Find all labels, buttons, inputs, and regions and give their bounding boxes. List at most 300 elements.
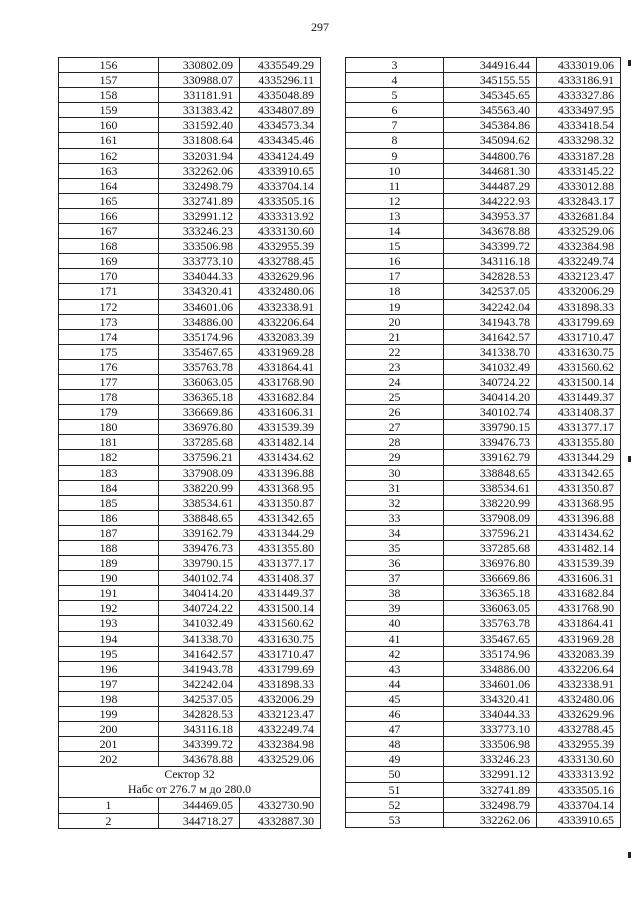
table-row	[59, 73, 321, 88]
x-coordinate-cell: 340102.74	[444, 405, 537, 420]
y-coordinate-cell: 4333012.88	[537, 178, 621, 193]
table-row	[346, 118, 621, 133]
x-coordinate-cell: 332262.06	[159, 163, 240, 178]
table-row	[346, 480, 621, 495]
point-number-cell: 31	[346, 480, 444, 495]
x-coordinate-cell: 336365.18	[444, 586, 537, 601]
x-coordinate-cell: 335174.96	[159, 329, 240, 344]
y-coordinate-cell: 4331682.84	[537, 586, 621, 601]
point-number-cell: 21	[346, 329, 444, 344]
table-row	[346, 374, 621, 389]
y-coordinate-cell: 4331408.37	[537, 405, 621, 420]
x-coordinate-cell: 343116.18	[444, 254, 537, 269]
x-coordinate-cell: 337908.09	[159, 465, 240, 480]
table-row	[59, 254, 321, 269]
y-coordinate-cell: 4333327.86	[537, 88, 621, 103]
table-row	[59, 405, 321, 420]
table-row	[346, 782, 621, 797]
table-row	[346, 103, 621, 118]
table-row	[59, 450, 321, 465]
table-row	[346, 767, 621, 782]
table-row	[59, 314, 321, 329]
point-number-cell: 16	[346, 254, 444, 269]
y-coordinate-cell: 4332843.17	[537, 193, 621, 208]
y-coordinate-cell: 4333130.60	[537, 752, 621, 767]
table-row	[59, 722, 321, 737]
y-coordinate-cell: 4331500.14	[537, 374, 621, 389]
y-coordinate-cell: 4331408.37	[240, 571, 321, 586]
table-row	[346, 193, 621, 208]
x-coordinate-cell: 331383.42	[159, 103, 240, 118]
point-number-cell: 175	[59, 344, 159, 359]
table-row	[59, 586, 321, 601]
point-number-cell: 167	[59, 224, 159, 239]
point-number-cell: 189	[59, 556, 159, 571]
y-coordinate-cell: 4331355.80	[240, 541, 321, 556]
y-coordinate-cell: 4332955.39	[537, 737, 621, 752]
table-row	[59, 420, 321, 435]
table-row	[346, 797, 621, 812]
table-row	[346, 58, 621, 73]
x-coordinate-cell: 344469.05	[159, 798, 240, 813]
point-number-cell: 169	[59, 254, 159, 269]
y-coordinate-cell: 4335296.11	[240, 73, 321, 88]
y-coordinate-cell: 4332206.64	[240, 314, 321, 329]
table-row	[59, 299, 321, 314]
x-coordinate-cell: 332031.94	[159, 148, 240, 163]
point-number-cell: 168	[59, 239, 159, 254]
point-number-cell: 174	[59, 329, 159, 344]
point-number-cell: 29	[346, 450, 444, 465]
point-number-cell: 40	[346, 616, 444, 631]
x-coordinate-cell: 338848.65	[159, 510, 240, 525]
x-coordinate-cell: 332741.89	[444, 782, 537, 797]
y-coordinate-cell: 4332529.06	[240, 752, 321, 767]
x-coordinate-cell: 344800.76	[444, 148, 537, 163]
point-number-cell: 4	[346, 73, 444, 88]
x-coordinate-cell: 334320.41	[159, 284, 240, 299]
table-row	[59, 631, 321, 646]
table-row	[346, 254, 621, 269]
table-row	[59, 480, 321, 495]
x-coordinate-cell: 330988.07	[159, 73, 240, 88]
point-number-cell: 7	[346, 118, 444, 133]
x-coordinate-cell: 340102.74	[159, 571, 240, 586]
table-row	[346, 676, 621, 691]
x-coordinate-cell: 335763.78	[444, 616, 537, 631]
point-number-cell: 9	[346, 148, 444, 163]
sector-subtitle: Набс от 276.7 м до 280.0	[127, 782, 252, 797]
x-coordinate-cell: 332498.79	[444, 797, 537, 812]
y-coordinate-cell: 4332249.74	[537, 254, 621, 269]
table-row	[346, 329, 621, 344]
x-coordinate-cell: 334601.06	[159, 299, 240, 314]
point-number-cell: 185	[59, 495, 159, 510]
table-row	[59, 525, 321, 540]
table-row	[346, 541, 621, 556]
x-coordinate-cell: 333773.10	[159, 254, 240, 269]
point-number-cell: 48	[346, 737, 444, 752]
table-row	[59, 571, 321, 586]
x-coordinate-cell: 330802.09	[159, 58, 240, 73]
point-number-cell: 14	[346, 224, 444, 239]
table-row	[346, 556, 621, 571]
table-row	[59, 118, 321, 133]
table-row	[59, 344, 321, 359]
table-row	[346, 586, 621, 601]
point-number-cell: 35	[346, 541, 444, 556]
x-coordinate-cell: 342242.04	[444, 299, 537, 314]
point-number-cell: 156	[59, 58, 159, 73]
x-coordinate-cell: 333506.98	[159, 239, 240, 254]
x-coordinate-cell: 345155.55	[444, 73, 537, 88]
table-row	[59, 193, 321, 208]
point-number-cell: 173	[59, 314, 159, 329]
y-coordinate-cell: 4331898.33	[537, 299, 621, 314]
point-number-cell: 26	[346, 405, 444, 420]
y-coordinate-cell: 4331682.84	[240, 390, 321, 405]
x-coordinate-cell: 332991.12	[444, 767, 537, 782]
point-number-cell: 36	[346, 556, 444, 571]
page-number: 297	[311, 20, 329, 34]
x-coordinate-cell: 345563.40	[444, 103, 537, 118]
table-row	[59, 224, 321, 239]
y-coordinate-cell: 4332887.30	[240, 813, 321, 828]
y-coordinate-cell: 4331606.31	[240, 405, 321, 420]
coordinates-table-left	[58, 57, 321, 829]
point-number-cell: 44	[346, 676, 444, 691]
table-row	[346, 344, 621, 359]
y-coordinate-cell: 4332338.91	[240, 299, 321, 314]
x-coordinate-cell: 335467.65	[159, 344, 240, 359]
table-row	[59, 661, 321, 676]
x-coordinate-cell: 343678.88	[444, 224, 537, 239]
table-row	[59, 676, 321, 691]
point-number-cell: 34	[346, 525, 444, 540]
table-row	[59, 495, 321, 510]
y-coordinate-cell: 4334807.89	[240, 103, 321, 118]
point-number-cell: 3	[346, 58, 444, 73]
table-row	[346, 601, 621, 616]
x-coordinate-cell: 337596.21	[444, 525, 537, 540]
table-row	[59, 541, 321, 556]
point-number-cell: 166	[59, 208, 159, 223]
point-number-cell: 178	[59, 390, 159, 405]
x-coordinate-cell: 331592.40	[159, 118, 240, 133]
x-coordinate-cell: 344487.29	[444, 178, 537, 193]
y-coordinate-cell: 4332083.39	[240, 329, 321, 344]
y-coordinate-cell: 4331449.37	[240, 586, 321, 601]
x-coordinate-cell: 344916.44	[444, 58, 537, 73]
table-row	[59, 798, 321, 813]
point-number-cell: 172	[59, 299, 159, 314]
table-row	[346, 465, 621, 480]
point-number-cell: 25	[346, 390, 444, 405]
point-number-cell: 2	[59, 813, 159, 828]
y-coordinate-cell: 4331344.29	[537, 450, 621, 465]
y-coordinate-cell: 4332480.06	[240, 284, 321, 299]
y-coordinate-cell: 4332249.74	[240, 722, 321, 737]
x-coordinate-cell: 338848.65	[444, 465, 537, 480]
point-number-cell: 13	[346, 208, 444, 223]
table-row	[346, 73, 621, 88]
y-coordinate-cell: 4332006.29	[537, 284, 621, 299]
table-row	[59, 284, 321, 299]
x-coordinate-cell: 341642.57	[159, 646, 240, 661]
x-coordinate-cell: 341032.49	[159, 616, 240, 631]
x-coordinate-cell: 331181.91	[159, 88, 240, 103]
y-coordinate-cell: 4331630.75	[240, 631, 321, 646]
y-coordinate-cell: 4333186.91	[537, 73, 621, 88]
x-coordinate-cell: 339476.73	[159, 541, 240, 556]
point-number-cell: 161	[59, 133, 159, 148]
x-coordinate-cell: 333246.23	[159, 224, 240, 239]
scan-mark	[628, 852, 631, 858]
y-coordinate-cell: 4331768.90	[537, 601, 621, 616]
x-coordinate-cell: 337596.21	[159, 450, 240, 465]
x-coordinate-cell: 339790.15	[444, 420, 537, 435]
point-number-cell: 202	[59, 752, 159, 767]
y-coordinate-cell: 4331482.14	[240, 435, 321, 450]
y-coordinate-cell: 4331434.62	[537, 525, 621, 540]
x-coordinate-cell: 336669.86	[444, 571, 537, 586]
table-row	[59, 359, 321, 374]
x-coordinate-cell: 341943.78	[444, 314, 537, 329]
y-coordinate-cell: 4331768.90	[240, 374, 321, 389]
table-row	[59, 390, 321, 405]
point-number-cell: 187	[59, 525, 159, 540]
table-row	[346, 450, 621, 465]
table-row	[59, 148, 321, 163]
y-coordinate-cell: 4331368.95	[240, 480, 321, 495]
x-coordinate-cell: 341642.57	[444, 329, 537, 344]
point-number-cell: 11	[346, 178, 444, 193]
x-coordinate-cell: 337285.68	[159, 435, 240, 450]
table-row	[346, 722, 621, 737]
y-coordinate-cell: 4331560.62	[537, 359, 621, 374]
y-coordinate-cell: 4331368.95	[537, 495, 621, 510]
x-coordinate-cell: 339476.73	[444, 435, 537, 450]
point-number-cell: 179	[59, 405, 159, 420]
y-coordinate-cell: 4331898.33	[240, 676, 321, 691]
point-number-cell: 162	[59, 148, 159, 163]
point-number-cell: 51	[346, 782, 444, 797]
y-coordinate-cell: 4331710.47	[240, 646, 321, 661]
x-coordinate-cell: 332741.89	[159, 193, 240, 208]
table-row	[59, 737, 321, 752]
table-row	[346, 616, 621, 631]
point-number-cell: 6	[346, 103, 444, 118]
y-coordinate-cell: 4334345.46	[240, 133, 321, 148]
y-coordinate-cell: 4333130.60	[240, 224, 321, 239]
y-coordinate-cell: 4331606.31	[537, 571, 621, 586]
y-coordinate-cell: 4331344.29	[240, 525, 321, 540]
y-coordinate-cell: 4331560.62	[240, 616, 321, 631]
y-coordinate-cell: 4331482.14	[537, 541, 621, 556]
x-coordinate-cell: 336365.18	[159, 390, 240, 405]
table-row	[346, 148, 621, 163]
x-coordinate-cell: 342537.05	[444, 284, 537, 299]
y-coordinate-cell: 4332123.47	[240, 707, 321, 722]
point-number-cell: 171	[59, 284, 159, 299]
point-number-cell: 170	[59, 269, 159, 284]
y-coordinate-cell: 4332006.29	[240, 691, 321, 706]
point-number-cell: 184	[59, 480, 159, 495]
y-coordinate-cell: 4331350.87	[537, 480, 621, 495]
point-number-cell: 39	[346, 601, 444, 616]
y-coordinate-cell: 4332730.90	[240, 798, 321, 813]
y-coordinate-cell: 4333313.92	[537, 767, 621, 782]
point-number-cell: 176	[59, 359, 159, 374]
x-coordinate-cell: 338534.61	[444, 480, 537, 495]
table-row	[59, 616, 321, 631]
y-coordinate-cell: 4335549.29	[240, 58, 321, 73]
x-coordinate-cell: 336976.80	[159, 420, 240, 435]
point-number-cell: 43	[346, 661, 444, 676]
point-number-cell: 182	[59, 450, 159, 465]
table-row	[346, 405, 621, 420]
table-row	[59, 465, 321, 480]
table-row	[346, 737, 621, 752]
point-number-cell: 17	[346, 269, 444, 284]
x-coordinate-cell: 334044.33	[159, 269, 240, 284]
table-row	[346, 420, 621, 435]
y-coordinate-cell: 4333298.32	[537, 133, 621, 148]
point-number-cell: 45	[346, 691, 444, 706]
y-coordinate-cell: 4332206.64	[537, 661, 621, 676]
point-number-cell: 192	[59, 601, 159, 616]
x-coordinate-cell: 340724.22	[159, 601, 240, 616]
point-number-cell: 196	[59, 661, 159, 676]
table-row	[346, 269, 621, 284]
point-number-cell: 160	[59, 118, 159, 133]
x-coordinate-cell: 336063.05	[444, 601, 537, 616]
point-number-cell: 47	[346, 722, 444, 737]
table-row	[346, 510, 621, 525]
y-coordinate-cell: 4333704.14	[240, 178, 321, 193]
y-coordinate-cell: 4333910.65	[537, 812, 621, 827]
table-row	[346, 284, 621, 299]
table-row	[59, 103, 321, 118]
table-row	[346, 239, 621, 254]
coordinates-table-left-body	[59, 58, 321, 829]
y-coordinate-cell: 4332788.45	[240, 254, 321, 269]
table-row	[346, 88, 621, 103]
table-row	[59, 239, 321, 254]
point-number-cell: 158	[59, 88, 159, 103]
x-coordinate-cell: 333506.98	[444, 737, 537, 752]
point-number-cell: 15	[346, 239, 444, 254]
y-coordinate-cell: 4333187.28	[537, 148, 621, 163]
point-number-cell: 20	[346, 314, 444, 329]
point-number-cell: 33	[346, 510, 444, 525]
y-coordinate-cell: 4332384.98	[537, 239, 621, 254]
table-row	[59, 813, 321, 828]
table-row	[59, 329, 321, 344]
y-coordinate-cell: 4332629.96	[240, 269, 321, 284]
table-row	[346, 178, 621, 193]
x-coordinate-cell: 333246.23	[444, 752, 537, 767]
y-coordinate-cell: 4331799.69	[537, 314, 621, 329]
y-coordinate-cell: 4331449.37	[537, 390, 621, 405]
point-number-cell: 50	[346, 767, 444, 782]
x-coordinate-cell: 342242.04	[159, 676, 240, 691]
y-coordinate-cell: 4331864.41	[240, 359, 321, 374]
y-coordinate-cell: 4331377.17	[240, 556, 321, 571]
x-coordinate-cell: 339790.15	[159, 556, 240, 571]
table-row	[346, 435, 621, 450]
table-row	[346, 661, 621, 676]
y-coordinate-cell: 4332681.84	[537, 208, 621, 223]
y-coordinate-cell: 4333910.65	[240, 163, 321, 178]
point-number-cell: 183	[59, 465, 159, 480]
point-number-cell: 23	[346, 359, 444, 374]
point-number-cell: 193	[59, 616, 159, 631]
point-number-cell: 181	[59, 435, 159, 450]
x-coordinate-cell: 342828.53	[444, 269, 537, 284]
point-number-cell: 201	[59, 737, 159, 752]
x-coordinate-cell: 338534.61	[159, 495, 240, 510]
table-row	[346, 525, 621, 540]
x-coordinate-cell: 345345.65	[444, 88, 537, 103]
x-coordinate-cell: 336669.86	[159, 405, 240, 420]
scan-mark	[628, 60, 631, 66]
x-coordinate-cell: 343678.88	[159, 752, 240, 767]
sector-title: Сектор 32	[164, 767, 215, 782]
x-coordinate-cell: 345384.86	[444, 118, 537, 133]
point-number-cell: 42	[346, 646, 444, 661]
table-row	[59, 707, 321, 722]
point-number-cell: 28	[346, 435, 444, 450]
table-row	[59, 178, 321, 193]
y-coordinate-cell: 4331969.28	[240, 344, 321, 359]
y-coordinate-cell: 4333145.22	[537, 163, 621, 178]
x-coordinate-cell: 336976.80	[444, 556, 537, 571]
x-coordinate-cell: 337285.68	[444, 541, 537, 556]
x-coordinate-cell: 342828.53	[159, 707, 240, 722]
table-row	[346, 631, 621, 646]
sector-header	[59, 767, 321, 798]
point-number-cell: 22	[346, 344, 444, 359]
point-number-cell: 180	[59, 420, 159, 435]
point-number-cell: 164	[59, 178, 159, 193]
table-row	[59, 601, 321, 616]
y-coordinate-cell: 4332629.96	[537, 707, 621, 722]
point-number-cell: 38	[346, 586, 444, 601]
point-number-cell: 53	[346, 812, 444, 827]
x-coordinate-cell: 334044.33	[444, 707, 537, 722]
x-coordinate-cell: 345094.62	[444, 133, 537, 148]
point-number-cell: 27	[346, 420, 444, 435]
y-coordinate-cell: 4331434.62	[240, 450, 321, 465]
x-coordinate-cell: 338220.99	[159, 480, 240, 495]
y-coordinate-cell: 4331342.65	[537, 465, 621, 480]
point-number-cell: 197	[59, 676, 159, 691]
x-coordinate-cell: 343116.18	[159, 722, 240, 737]
y-coordinate-cell: 4331864.41	[537, 616, 621, 631]
x-coordinate-cell: 342537.05	[159, 691, 240, 706]
table-row	[346, 163, 621, 178]
point-number-cell: 194	[59, 631, 159, 646]
y-coordinate-cell: 4334573.34	[240, 118, 321, 133]
x-coordinate-cell: 332498.79	[159, 178, 240, 193]
point-number-cell: 190	[59, 571, 159, 586]
y-coordinate-cell: 4331539.39	[537, 556, 621, 571]
x-coordinate-cell: 332991.12	[159, 208, 240, 223]
table-row	[346, 812, 621, 827]
table-row	[346, 495, 621, 510]
table-row	[346, 133, 621, 148]
